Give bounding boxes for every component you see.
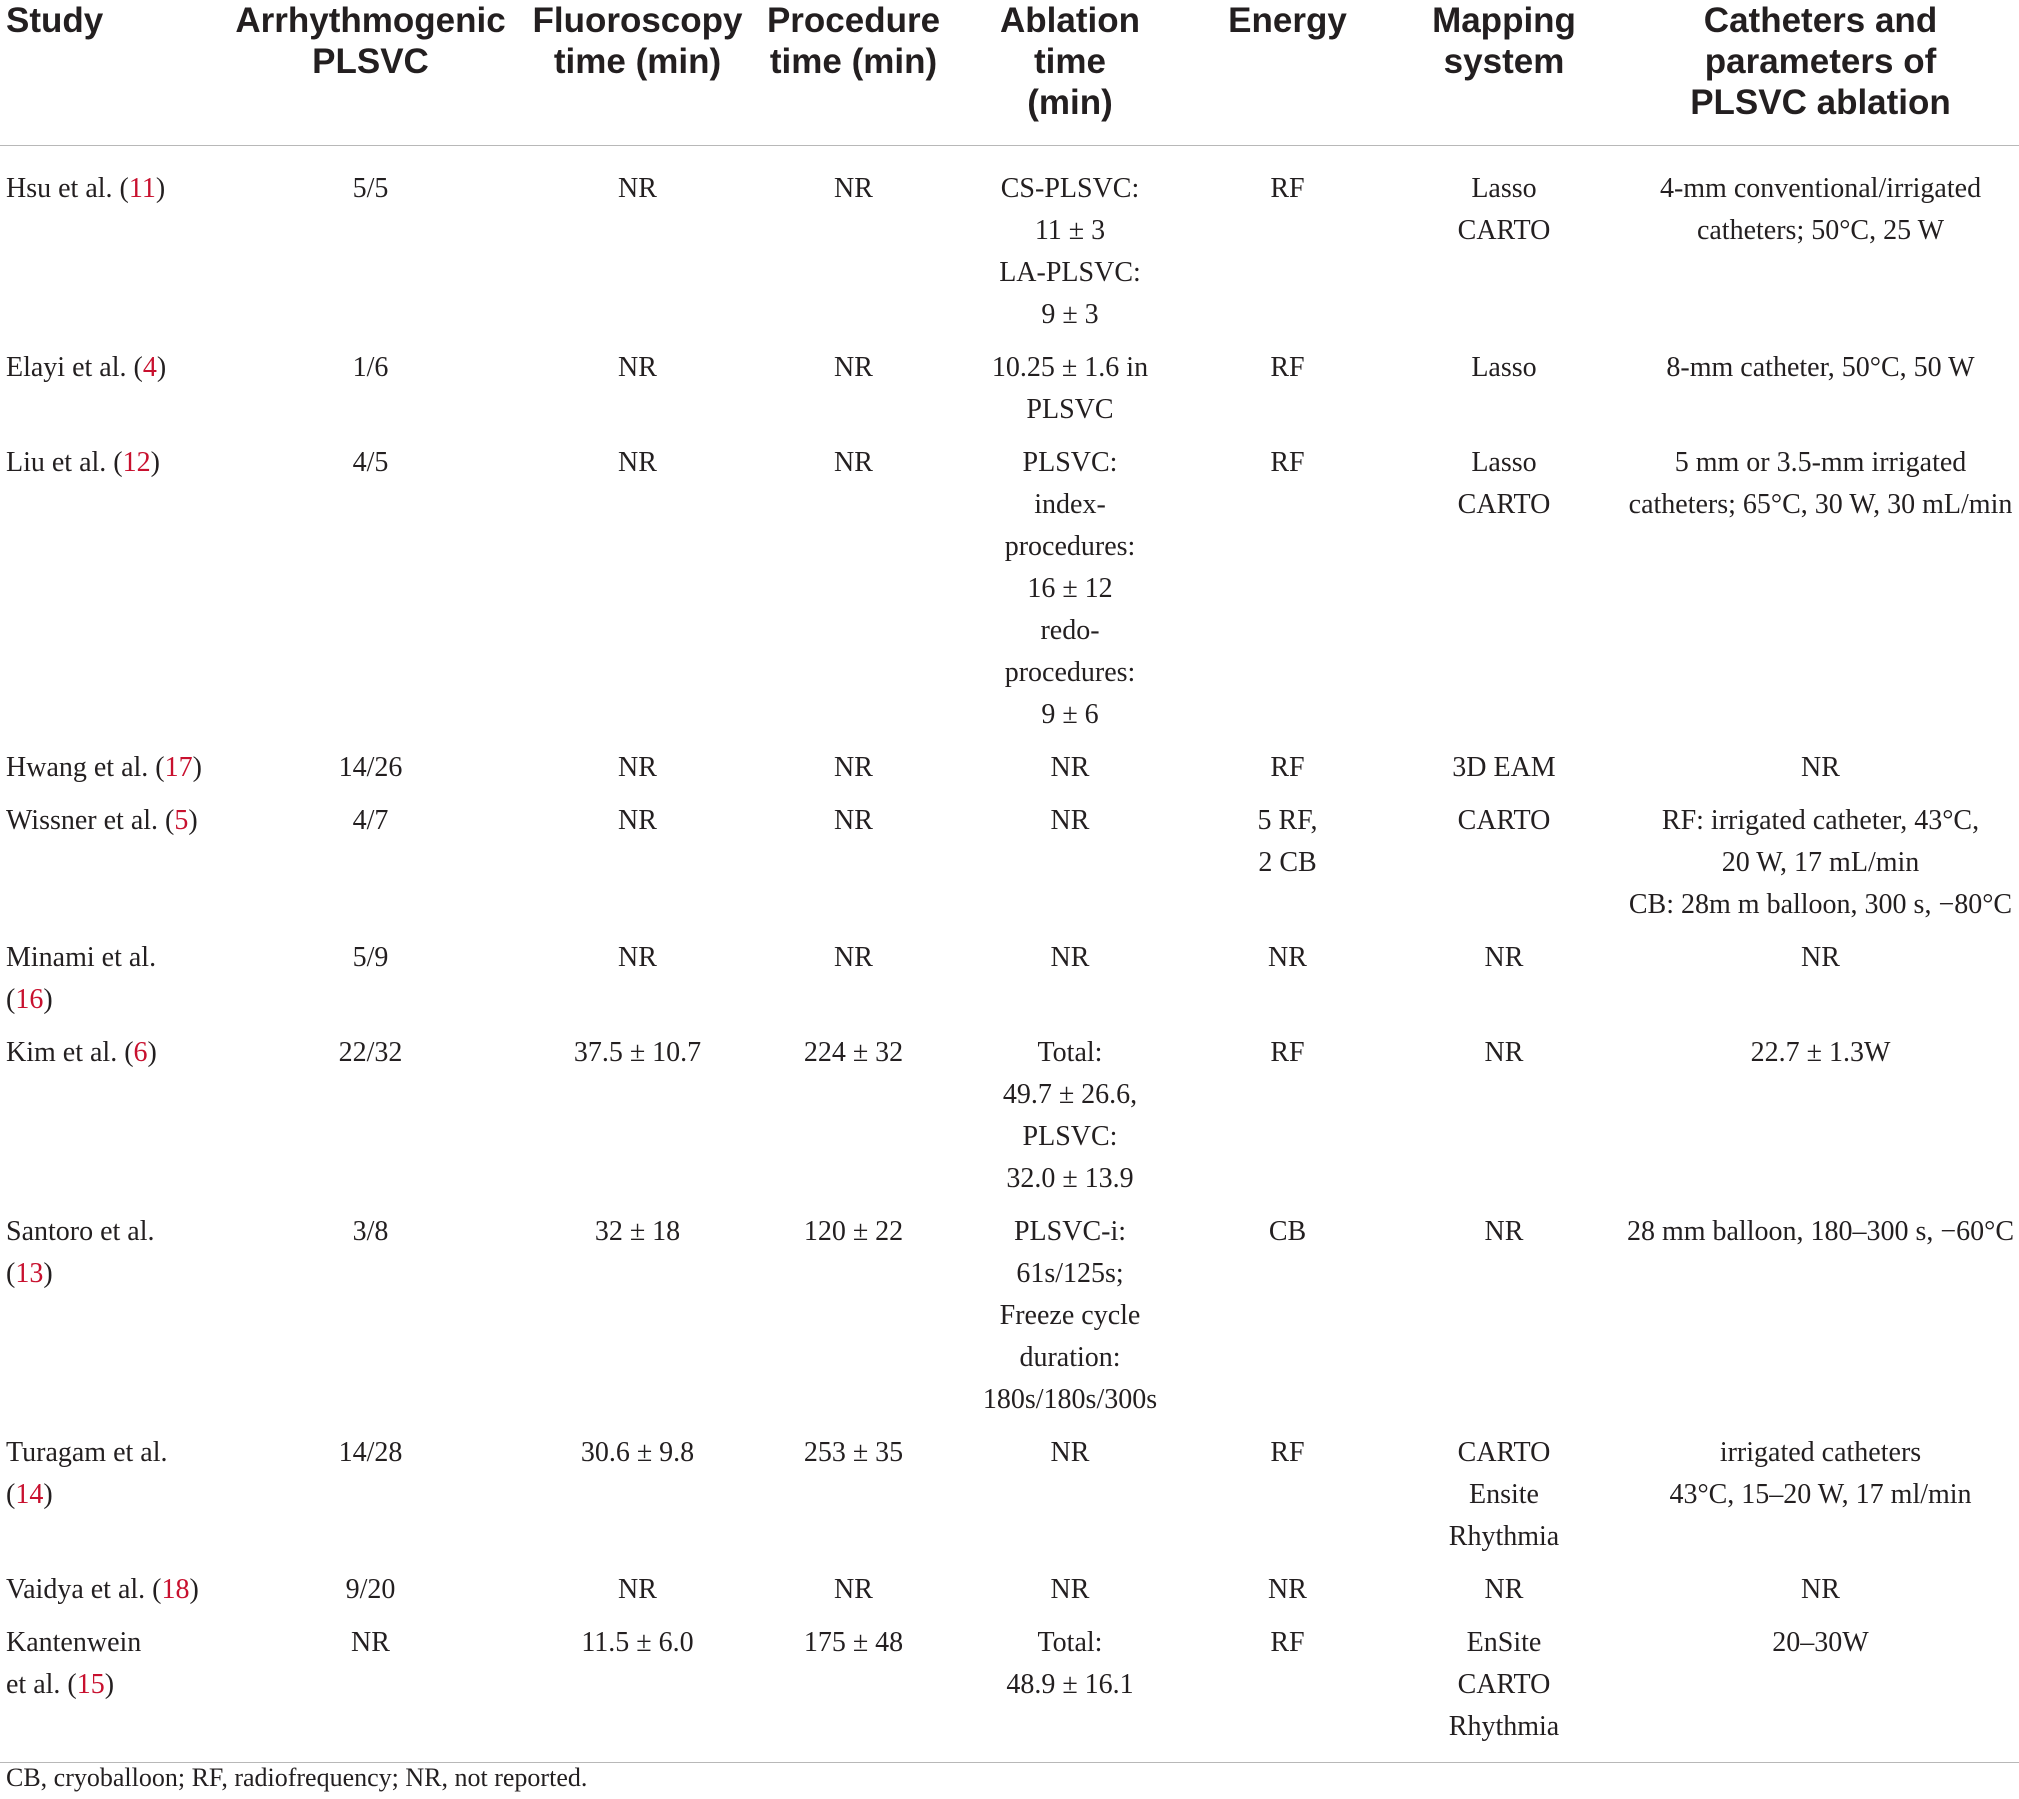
study-name-suffix: ) bbox=[192, 752, 202, 783]
study-name-suffix: ) bbox=[147, 1037, 157, 1068]
study-name-suffix: ) bbox=[43, 1479, 53, 1510]
cell-ablation: NR bbox=[1050, 1574, 1090, 1605]
cell-fluoroscopy: NR bbox=[618, 805, 657, 836]
study-name-suffix: ) bbox=[104, 1669, 115, 1700]
table-footnote: CB, cryoballoon; RF, radiofrequency; NR, not reported. bbox=[6, 1763, 588, 1792]
cell-energy: RF bbox=[1270, 173, 1305, 204]
cell-mapping: NR bbox=[1484, 1037, 1524, 1068]
study-name-suffix: ) bbox=[155, 173, 166, 204]
cell-mapping: NR bbox=[1484, 1216, 1524, 1247]
cell-study bbox=[0, 347, 222, 442]
study-name-suffix: ) bbox=[43, 984, 53, 1015]
cell-ablation: NR bbox=[1050, 1437, 1090, 1468]
cell-fluoroscopy: 11.5 ± 6.0 bbox=[519, 1622, 756, 1763]
cell-mapping: Lasso CARTO bbox=[1457, 447, 1551, 520]
cell-study bbox=[0, 1032, 222, 1211]
cell-procedure: NR bbox=[834, 173, 873, 204]
study-name-suffix: ) bbox=[150, 447, 160, 478]
cell-study bbox=[0, 1432, 222, 1569]
header-ablation: Ablation time (min) bbox=[951, 0, 1189, 146]
cell-fluoroscopy: NR bbox=[618, 752, 657, 783]
cell-energy: RF bbox=[1270, 352, 1305, 383]
cell-ablation: NR bbox=[1050, 942, 1090, 973]
header-catheters: Catheters and parameters of PLSVC ablation bbox=[1622, 0, 2019, 146]
study-name: Vaidya et al. ( bbox=[6, 1574, 162, 1605]
cell-mapping: Lasso bbox=[1471, 352, 1537, 383]
cell-catheters: NR bbox=[1801, 752, 1840, 783]
cell-arrhythmogenic: 4/7 bbox=[352, 805, 389, 836]
cell-mapping: EnSite CARTO Rhythmia bbox=[1386, 1622, 1622, 1763]
cell-arrhythmogenic: 5/9 bbox=[352, 942, 389, 973]
cell-energy: 5 RF, 2 CB bbox=[1257, 805, 1318, 878]
cell-catheters: RF: irrigated catheter, 43°C, 20 W, 17 mL/min CB: 28m m balloon, 300 s, −80°C bbox=[1628, 805, 2013, 920]
cell-energy: RF bbox=[1189, 1622, 1386, 1763]
cell-energy: NR bbox=[1268, 942, 1307, 973]
cell-energy: RF bbox=[1270, 447, 1305, 478]
cell-procedure: NR bbox=[834, 805, 873, 836]
reference-link[interactable]: 14 bbox=[15, 1479, 44, 1510]
table-row bbox=[0, 1211, 2019, 1432]
cell-mapping: CARTO Ensite Rhythmia bbox=[1448, 1437, 1560, 1552]
header-arrhythmogenic: Arrhythmogenic PLSVC bbox=[222, 0, 519, 146]
reference-link[interactable]: 11 bbox=[128, 173, 156, 204]
table-row bbox=[0, 146, 2019, 348]
table-row bbox=[0, 1622, 2019, 1763]
cell-catheters: 5 mm or 3.5-mm irrigated catheters; 65°C, 30 W, 30 mL/min bbox=[1628, 447, 2013, 520]
cell-catheters: 22.7 ± 1.3W bbox=[1750, 1037, 1891, 1068]
cell-procedure: NR bbox=[834, 447, 873, 478]
cell-fluoroscopy: 30.6 ± 9.8 bbox=[580, 1437, 695, 1468]
table-row bbox=[0, 747, 2019, 800]
table-body bbox=[0, 146, 2019, 1763]
cell-arrhythmogenic: 14/26 bbox=[338, 752, 403, 783]
cell-catheters: 4-mm conventional/irrigated catheters; 50°C, 25 W bbox=[1659, 173, 1982, 246]
cell-mapping: Lasso CARTO bbox=[1457, 173, 1551, 246]
study-name: Hsu et al. ( bbox=[6, 173, 129, 204]
cell-catheters: 28 mm balloon, 180–300 s, −60°C bbox=[1626, 1216, 2015, 1247]
reference-link[interactable]: 4 bbox=[142, 352, 157, 383]
cell-ablation: PLSVC-i: 61s/125s; Freeze cycle duration: 180s/180s/300s bbox=[982, 1216, 1158, 1415]
table-row bbox=[0, 937, 2019, 1032]
cell-energy: CB bbox=[1268, 1216, 1307, 1247]
cell-catheters: irrigated catheters 43°C, 15–20 W, 17 ml/min bbox=[1669, 1437, 1972, 1510]
cell-ablation: NR bbox=[1050, 752, 1090, 783]
cell-fluoroscopy: NR bbox=[618, 173, 657, 204]
table-row bbox=[0, 1569, 2019, 1622]
cell-fluoroscopy: NR bbox=[618, 352, 657, 383]
cell-catheters: NR bbox=[1801, 942, 1840, 973]
cell-arrhythmogenic: 14/28 bbox=[338, 1437, 403, 1468]
cell-energy: RF bbox=[1270, 1037, 1305, 1068]
study-name: Turagam et al. ( bbox=[6, 1437, 168, 1510]
cell-mapping: NR bbox=[1484, 1574, 1524, 1605]
cell-arrhythmogenic: 22/32 bbox=[338, 1037, 403, 1068]
cell-ablation: Total: 49.7 ± 26.6, PLSVC: 32.0 ± 13.9 bbox=[1002, 1037, 1138, 1194]
study-name: Hwang et al. ( bbox=[6, 752, 165, 783]
cell-mapping: 3D EAM bbox=[1452, 752, 1556, 783]
cell-fluoroscopy: NR bbox=[618, 1574, 657, 1605]
cell-study bbox=[0, 146, 222, 348]
cell-fluoroscopy: 32 ± 18 bbox=[594, 1216, 681, 1247]
cell-fluoroscopy: NR bbox=[618, 942, 657, 973]
study-name-suffix: ) bbox=[156, 352, 167, 383]
table-row bbox=[0, 442, 2019, 747]
cell-catheters: 8-mm catheter, 50°C, 50 W bbox=[1666, 352, 1975, 383]
cell-study bbox=[0, 1211, 222, 1432]
header-mapping: Mapping system bbox=[1386, 0, 1622, 146]
cell-energy: RF bbox=[1270, 1437, 1305, 1468]
cell-arrhythmogenic: 3/8 bbox=[352, 1216, 389, 1247]
cell-mapping: NR bbox=[1484, 942, 1524, 973]
study-name-suffix: ) bbox=[189, 1574, 199, 1605]
study-name: Liu et al. ( bbox=[6, 447, 123, 478]
cell-study bbox=[0, 937, 222, 1032]
study-name: Kantenwein et al. ( bbox=[6, 1627, 142, 1700]
cell-mapping: CARTO bbox=[1457, 805, 1551, 836]
reference-link[interactable]: 12 bbox=[122, 447, 151, 478]
table-row bbox=[0, 1032, 2019, 1211]
cell-procedure: 120 ± 22 bbox=[803, 1216, 904, 1247]
cell-arrhythmogenic: 9/20 bbox=[345, 1574, 396, 1605]
cell-ablation: Total: 48.9 ± 16.1 bbox=[951, 1622, 1189, 1763]
table-row bbox=[0, 800, 2019, 937]
cell-energy: RF bbox=[1270, 752, 1305, 783]
study-name: Elayi et al. ( bbox=[6, 352, 143, 383]
header-procedure: Procedure time (min) bbox=[756, 0, 951, 146]
cell-procedure: 175 ± 48 bbox=[756, 1622, 951, 1763]
cell-fluoroscopy: NR bbox=[618, 447, 657, 478]
cell-study bbox=[0, 442, 222, 747]
reference-link[interactable]: 5 bbox=[174, 805, 189, 836]
cell-fluoroscopy: 37.5 ± 10.7 bbox=[573, 1037, 702, 1068]
cell-arrhythmogenic: 4/5 bbox=[352, 447, 389, 478]
cell-study bbox=[0, 800, 222, 937]
table-row bbox=[0, 1432, 2019, 1569]
header-energy: Energy bbox=[1189, 0, 1386, 146]
cell-energy: NR bbox=[1268, 1574, 1307, 1605]
reference-link[interactable]: 16 bbox=[15, 984, 44, 1015]
cell-ablation: 10.25 ± 1.6 in PLSVC bbox=[991, 352, 1149, 425]
cell-ablation: NR bbox=[1050, 805, 1090, 836]
cell-procedure: NR bbox=[834, 1574, 873, 1605]
cell-study bbox=[0, 747, 222, 800]
study-name: Minami et al. ( bbox=[6, 942, 157, 1015]
cell-catheters: NR bbox=[1801, 1574, 1840, 1605]
cell-ablation: CS-PLSVC: 11 ± 3 LA-PLSVC: 9 ± 3 bbox=[999, 173, 1141, 330]
reference-link[interactable]: 17 bbox=[164, 752, 193, 783]
study-name: Wissner et al. ( bbox=[6, 805, 175, 836]
cell-arrhythmogenic: 5/5 bbox=[352, 173, 389, 204]
cell-catheters: 20–30W bbox=[1622, 1622, 2019, 1763]
table-row bbox=[0, 347, 2019, 442]
cell-arrhythmogenic: 1/6 bbox=[352, 352, 389, 383]
header-study: Study bbox=[0, 0, 222, 146]
cell-procedure: NR bbox=[834, 752, 873, 783]
cell-study bbox=[0, 1569, 222, 1622]
reference-link[interactable]: 13 bbox=[15, 1258, 44, 1289]
reference-link[interactable]: 15 bbox=[76, 1669, 105, 1700]
study-name: Santoro et al. ( bbox=[6, 1216, 155, 1289]
cell-procedure: NR bbox=[834, 942, 873, 973]
cell-study bbox=[0, 1622, 222, 1763]
header-row bbox=[0, 0, 2019, 146]
study-name-suffix: ) bbox=[188, 805, 198, 836]
cell-procedure: 253 ± 35 bbox=[803, 1437, 904, 1468]
cell-procedure: NR bbox=[834, 352, 873, 383]
cell-procedure: 224 ± 32 bbox=[803, 1037, 904, 1068]
cell-ablation: PLSVC: index- procedures: 16 ± 12 redo- procedures: 9 ± 6 bbox=[1004, 447, 1136, 730]
cell-arrhythmogenic: NR bbox=[222, 1622, 519, 1763]
header-fluoroscopy: Fluoroscopy time (min) bbox=[519, 0, 756, 146]
study-name-suffix: ) bbox=[43, 1258, 53, 1289]
study-name: Kim et al. ( bbox=[6, 1037, 134, 1068]
reference-link[interactable]: 6 bbox=[133, 1037, 148, 1068]
reference-link[interactable]: 18 bbox=[161, 1574, 190, 1605]
